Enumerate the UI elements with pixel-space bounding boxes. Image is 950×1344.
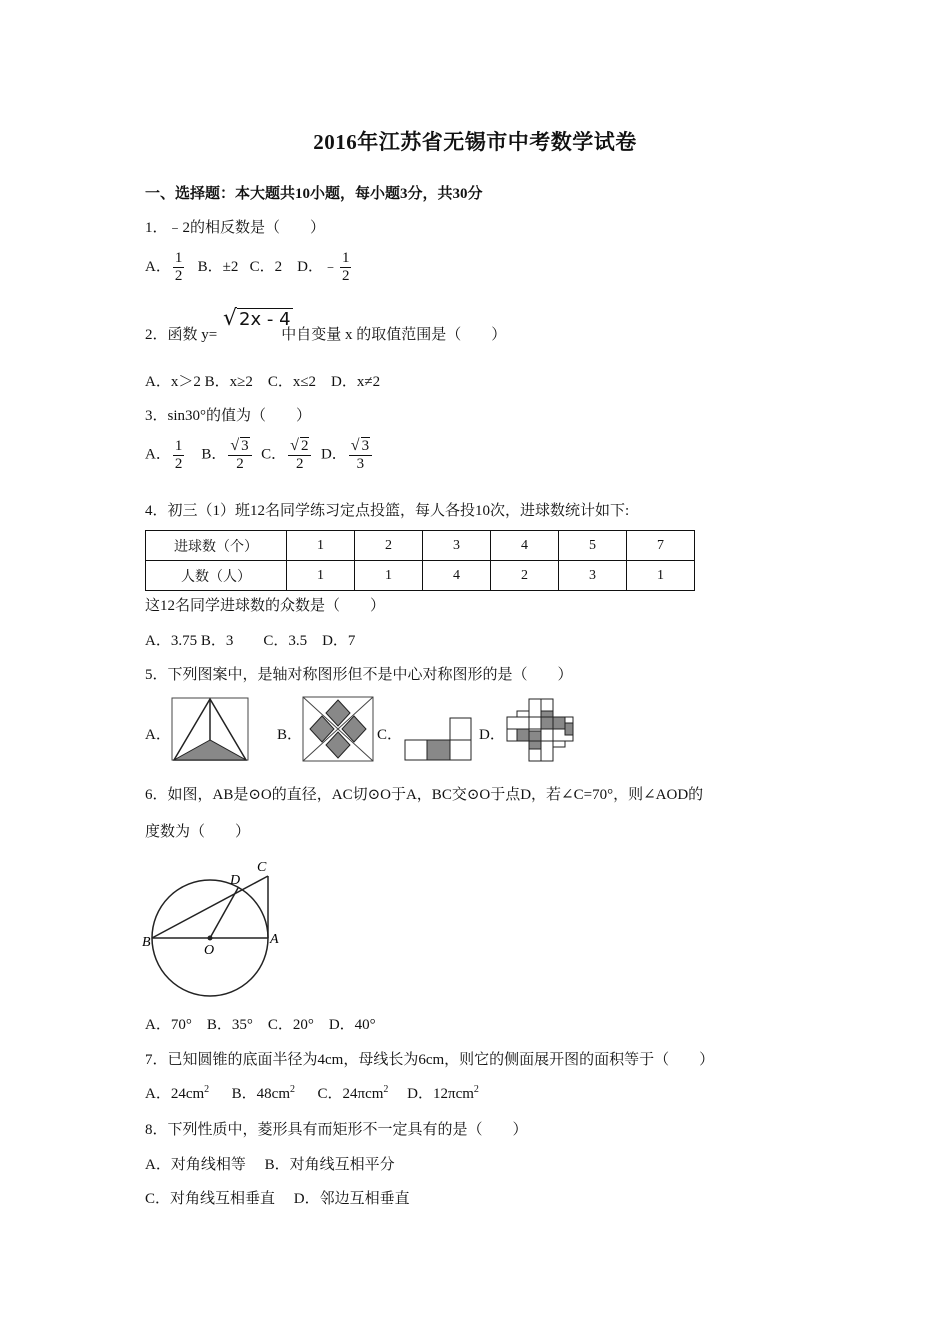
q1-d-sign: ﹣: [322, 258, 338, 275]
q6-label-o: O: [204, 943, 215, 958]
q2-radical: √ 2x - 4: [223, 306, 291, 331]
q3-b-label: B．: [201, 446, 227, 463]
q3-b-fraction: $\frac{√ 3}{2}$: [228, 437, 251, 473]
q1-c: C．2: [249, 258, 283, 275]
table-cell: 4: [423, 561, 491, 591]
q7-options: [145, 1082, 479, 1103]
q8-options-ab: A．对角线相等 B．对角线互相平分: [145, 1157, 395, 1173]
q7-a: A．24cm: [145, 1086, 205, 1102]
q6-label-a: A: [270, 932, 279, 947]
q5-d-label: D．: [479, 727, 505, 743]
q8-options-cd: C．对角线互相垂直 D．邻边互相垂直: [145, 1191, 410, 1207]
table-cell: 2: [491, 561, 559, 591]
q1-a-fraction: $\frac{1}{2}$: [174, 250, 183, 284]
q6-circle-figure: [140, 852, 285, 997]
q7-stem: 7．已知圆锥的底面半径为4cm，母线长为6cm，则它的侧面展开图的面积等于（ ）: [145, 1052, 715, 1068]
q4-options: A．3.75 B．3 C．3.5 D．7: [145, 633, 356, 649]
q8-stem: 8．下列性质中，菱形具有而矩形不一定具有的是（ ）: [145, 1122, 528, 1138]
q1-stem: 1．﹣2的相反数是（ ）: [145, 220, 326, 236]
q5-stem: 5．下列图案中，是轴对称图形但不是中心对称图形的是（ ）: [145, 667, 573, 683]
q1-d-label: D．: [297, 258, 323, 275]
q3-a-label: A．: [145, 446, 171, 463]
q3-d-label: D．: [320, 446, 347, 463]
q7-c: C．24πcm: [317, 1086, 384, 1102]
q3-options: [145, 437, 374, 473]
q4-stats-table: [145, 530, 695, 591]
q5-b-figure: [302, 696, 374, 762]
q5-b-label: B．: [277, 727, 303, 743]
q7-b: B．48cm: [231, 1086, 291, 1102]
q5-d-figure: [505, 697, 575, 763]
q1-options: [145, 250, 353, 285]
q7-c-sup: 2: [383, 1084, 389, 1095]
table-row-header: 进球数（个）: [146, 531, 287, 561]
q1-d-fraction: $\frac{1}{2}$: [341, 250, 350, 284]
q1-b: B．±2: [197, 258, 239, 275]
table-cell: 3: [559, 561, 627, 591]
table-cell: 1: [355, 561, 423, 591]
q6-stem-line1: 6．如图，AB是⊙O的直径，AC切⊙O于A，BC交⊙O于点D，若∠C=70°，则∠AOD的: [145, 787, 704, 803]
q6-label-d: D: [230, 873, 241, 888]
q6-label-c: C: [257, 860, 267, 875]
q5-c-figure: [403, 716, 473, 762]
table-cell: 4: [491, 531, 559, 561]
q3-c-label: C．: [261, 446, 287, 463]
q4-followup: 这12名同学进球数的众数是（ ）: [145, 598, 386, 614]
table-cell: 1: [287, 531, 355, 561]
table-cell: 1: [627, 561, 695, 591]
page-title: 2016年江苏省无锡市中考数学试卷: [313, 130, 637, 154]
q5-a-figure: [170, 696, 250, 762]
q7-b-sup: 2: [290, 1084, 296, 1095]
q1-a-label: A．: [145, 258, 171, 275]
q2-stem: [145, 323, 506, 344]
q3-a-fraction: $\frac{1}{2}$: [174, 437, 183, 472]
table-cell: 1: [287, 561, 355, 591]
q4-stem: 4．初三（1）班12名同学练习定点投篮，每人各投10次，进球数统计如下:: [145, 503, 630, 519]
table-row: [146, 531, 695, 561]
table-cell: 3: [423, 531, 491, 561]
q2-stem-post: 中自变量 x 的取值范围是（ ）: [281, 327, 507, 343]
q2-radicand: 2x - 4: [239, 309, 291, 330]
q7-d: D．12πcm: [407, 1086, 474, 1102]
q2-stem-pre: 2．函数 y=: [145, 327, 218, 343]
q3-c-fraction: $\frac{√ 2}{2}$: [288, 437, 311, 473]
q6-stem-line2: 度数为（ ）: [145, 824, 251, 840]
section-heading: 一、选择题：本大题共10小题，每小题3分，共30分: [145, 186, 483, 202]
q5-a-label: A．: [145, 727, 171, 743]
table-row: [146, 561, 695, 591]
table-row-header: 人数（人）: [146, 561, 287, 591]
q2-options: A．x＞2 B．x≥2 C．x≤2 D．x≠2: [145, 374, 381, 390]
table-cell: 2: [355, 531, 423, 561]
q5-c-label: C．: [377, 727, 403, 743]
q6-options: A．70° B．35° C．20° D．40°: [145, 1017, 376, 1033]
q6-label-b: B: [142, 935, 151, 950]
table-cell: 5: [559, 531, 627, 561]
q7-d-sup: 2: [473, 1084, 479, 1095]
q3-d-fraction: $\frac{√ 3}{3}$: [349, 437, 372, 473]
q7-a-sup: 2: [204, 1084, 210, 1095]
q3-stem: 3．sin30°的值为（ ）: [145, 408, 312, 424]
table-cell: 7: [627, 531, 695, 561]
